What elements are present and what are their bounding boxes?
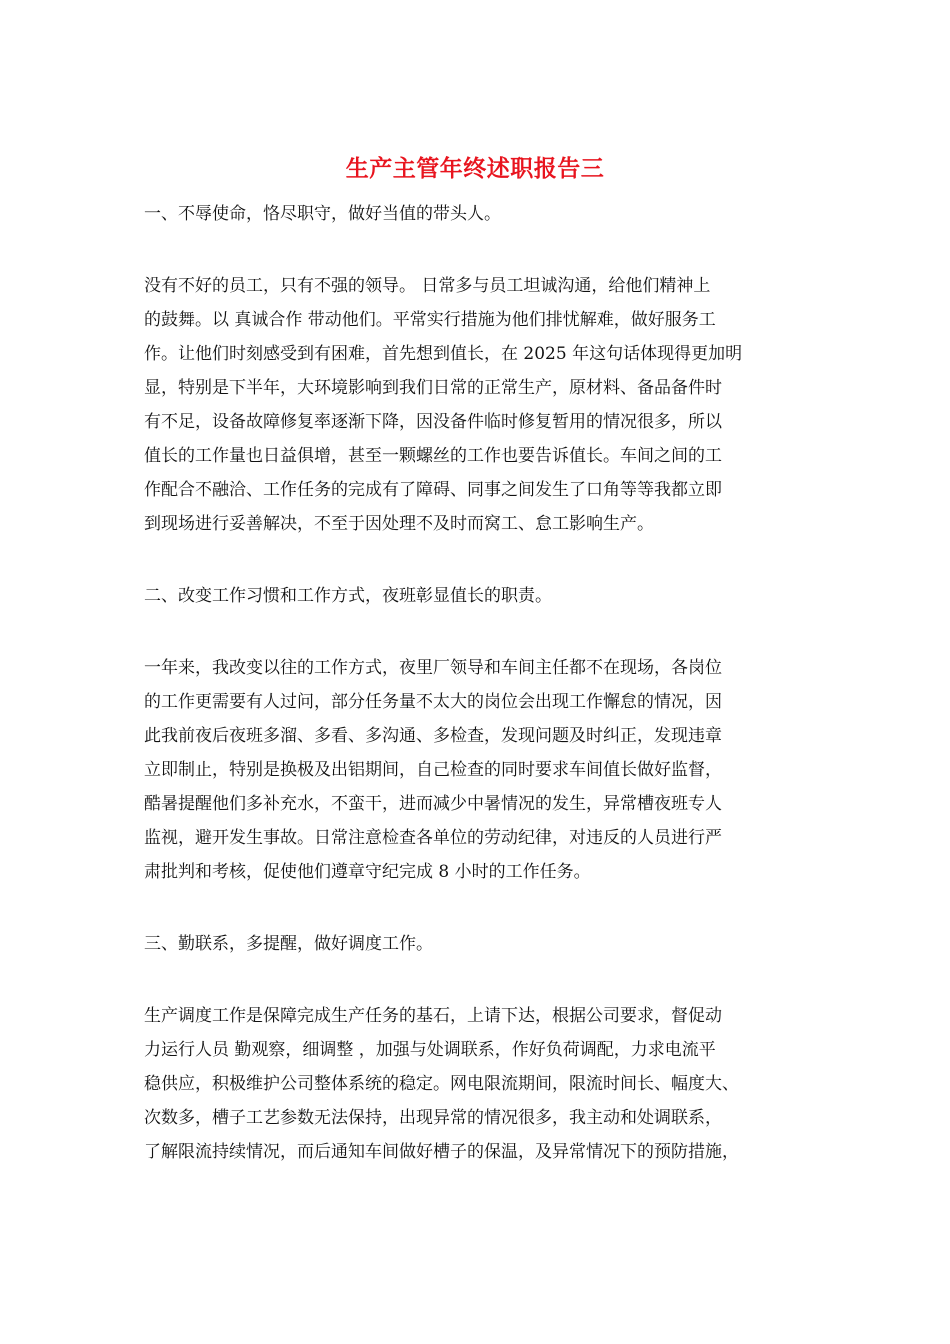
- text-line: 一、不辱使命，恪尽职守，做好当值的带头人。: [144, 204, 501, 224]
- paragraph-gap: [144, 541, 808, 579]
- text-line: 力运行人员 勤观察，细调整 ，加强与处调联系，作好负荷调配，力求电流平: [144, 1040, 716, 1060]
- text-line: 稳供应，积极维护公司整体系统的稳定。网电限流期间，限流时间长、幅度大、: [144, 1074, 739, 1094]
- text-line: 有不足，设备故障修复率逐渐下降，因没备件临时修复暂用的情况很多，所以: [144, 412, 722, 432]
- paragraph-gap: [144, 613, 808, 651]
- text-line: 显，特别是下半年，大环境影响到我们日常的正常生产，原材料、备品备件时: [144, 378, 722, 398]
- text-line: 到现场进行妥善解决，不至于因处理不及时而窝工、怠工影响生产。: [144, 514, 654, 534]
- text-line: 生产调度工作是保障完成生产任务的基石，上请下达，根据公司要求，督促动: [144, 1006, 722, 1026]
- text-line: 次数多，槽子工艺参数无法保持，出现异常的情况很多，我主动和处调联系，: [144, 1108, 722, 1128]
- text-line: 肃批判和考核，促使他们遵章守纪完成 8 小时的工作任务。: [144, 862, 591, 882]
- text-line: 三、勤联系，多提醒，做好调度工作。: [144, 934, 433, 954]
- document-title: 生产主管年终述职报告三: [345, 155, 605, 182]
- text-line: 值长的工作量也日益俱增，甚至一颗螺丝的工作也要告诉值长。车间之间的工: [144, 446, 722, 466]
- text-line: 立即制止，特别是换极及出铝期间，自己检查的同时要求车间值长做好监督，: [144, 760, 722, 780]
- document-body: [144, 197, 808, 1169]
- paragraph-gap: [144, 889, 808, 927]
- paragraph-gap: [144, 961, 808, 999]
- text-line: 的鼓舞。以 真诚合作 带动他们。平常实行措施为他们排忧解难，做好服务工: [144, 310, 716, 330]
- text-line: 的工作更需要有人过问，部分任务量不太大的岗位会出现工作懈怠的情况，因: [144, 692, 722, 712]
- text-line: 二、改变工作习惯和工作方式，夜班彰显值长的职责。: [144, 586, 552, 606]
- text-line: 没有不好的员工，只有不强的领导。 日常多与员工坦诚沟通，给他们精神上: [144, 276, 711, 296]
- text-line: 作。让他们时刻感受到有困难，首先想到值长，在 2025 年这句话体现得更加明: [144, 344, 743, 364]
- text-line: 此我前夜后夜班多溜、多看、多沟通、多检查，发现问题及时纠正，发现违章: [144, 726, 722, 746]
- text-line: 作配合不融洽、工作任务的完成有了障碍、同事之间发生了口角等等我都立即: [144, 480, 722, 500]
- paragraph-gap: [144, 231, 808, 269]
- text-line: 了解限流持续情况，而后通知车间做好槽子的保温，及异常情况下的预防措施，: [144, 1142, 739, 1162]
- text-line: 酷暑提醒他们多补充水，不蛮干，进而减少中暑情况的发生，异常槽夜班专人: [144, 794, 722, 814]
- text-line: 一年来，我改变以往的工作方式，夜里厂领导和车间主任都不在现场，各岗位: [144, 658, 722, 678]
- text-line: 监视，避开发生事故。日常注意检查各单位的劳动纪律，对违反的人员进行严: [144, 828, 722, 848]
